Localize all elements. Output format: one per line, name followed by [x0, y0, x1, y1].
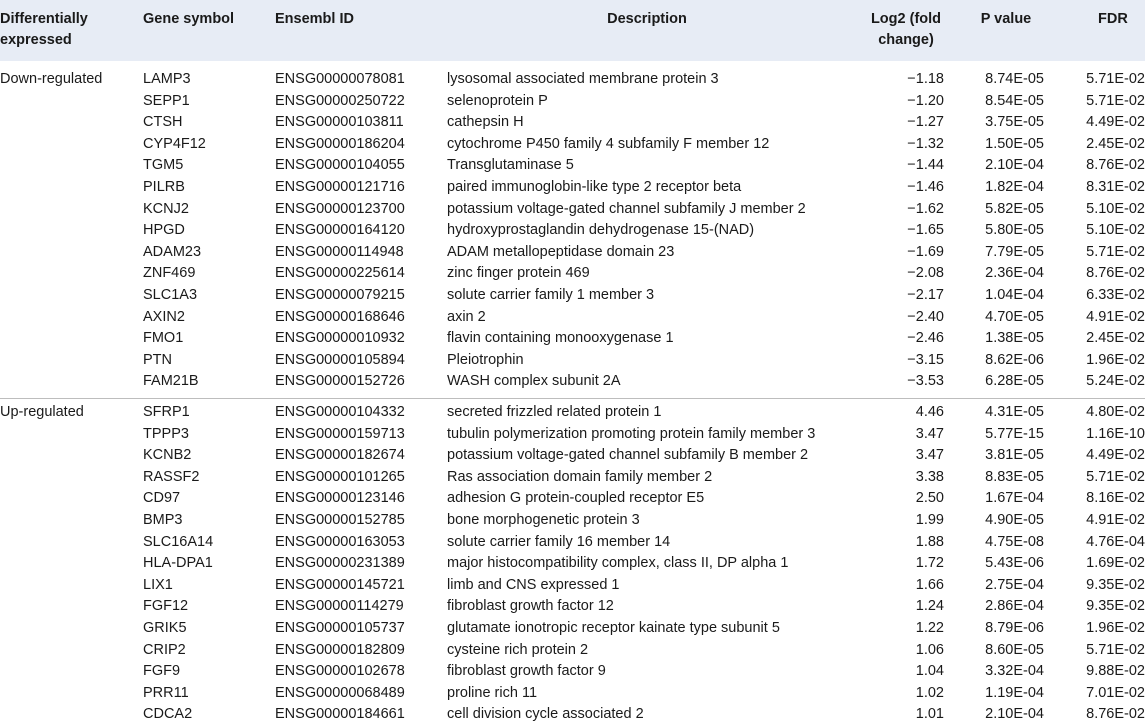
- group-label: Up-regulated: [0, 404, 84, 420]
- header-description: Description: [607, 11, 687, 27]
- gene-symbol-cell: SLC1A3: [143, 287, 198, 303]
- gene-symbol-cell: FGF12: [143, 598, 189, 615]
- table-row: [0, 350, 1145, 372]
- gene-symbol-cell: CYP4F12: [143, 135, 206, 152]
- description-cell: hydroxyprostaglandin dehydrogenase 15-(NAD): [447, 222, 755, 239]
- fdr-cell: 8.76E-02: [1086, 157, 1145, 174]
- log2-fold-change-cell: −1.18: [907, 71, 944, 87]
- group-divider: [0, 398, 1145, 399]
- fdr-cell: 2.45E-02: [1086, 135, 1145, 152]
- table-row: [0, 371, 1145, 393]
- description-cell: major histocompatibility complex, class II, DP alpha 1: [447, 555, 789, 572]
- ensembl-id-cell: ENSG00000105894: [275, 351, 405, 368]
- p-value-cell: 8.79E-06: [985, 620, 1044, 636]
- gene-symbol-cell: KCNB2: [143, 447, 192, 464]
- gene-symbol-cell: RASSF2: [143, 468, 200, 485]
- description-cell: Pleiotrophin: [447, 351, 524, 368]
- table-row: [0, 424, 1145, 446]
- p-value-cell: 2.10E-04: [985, 157, 1044, 174]
- p-value-cell: 8.74E-05: [985, 71, 1044, 87]
- p-value-cell: 3.75E-05: [985, 114, 1044, 131]
- p-value-cell: 5.43E-06: [985, 555, 1044, 572]
- fdr-cell: 5.10E-02: [1086, 200, 1145, 217]
- ensembl-id-cell: ENSG00000114948: [275, 243, 404, 260]
- fdr-cell: 5.71E-02: [1086, 641, 1145, 658]
- header-ensembl-id: Ensembl ID: [275, 11, 354, 27]
- fdr-cell: 9.88E-02: [1086, 663, 1145, 680]
- gene-symbol-cell: PRR11: [143, 684, 189, 701]
- gene-symbol-cell: ZNF469: [143, 265, 196, 282]
- table-row: [0, 575, 1145, 597]
- fdr-cell: 9.35E-02: [1086, 576, 1145, 593]
- gene-symbol-cell: SEPP1: [143, 92, 190, 109]
- gene-symbol-cell: KCNJ2: [143, 200, 189, 217]
- ensembl-id-cell: ENSG00000101265: [275, 468, 405, 485]
- description-cell: limb and CNS expressed 1: [447, 576, 620, 593]
- fdr-cell: 1.96E-02: [1086, 620, 1145, 636]
- description-cell: axin 2: [447, 308, 486, 325]
- gene-symbol-cell: TPPP3: [143, 425, 189, 442]
- fdr-cell: 5.71E-02: [1086, 243, 1145, 260]
- table-row: [0, 177, 1145, 199]
- ensembl-id-cell: ENSG00000105737: [275, 620, 405, 636]
- fdr-cell: 9.35E-02: [1086, 598, 1145, 615]
- description-cell: adhesion G protein-coupled receptor E5: [447, 490, 705, 507]
- ensembl-id-cell: ENSG00000184661: [275, 706, 405, 723]
- log2-fold-change-cell: −1.46: [907, 179, 944, 195]
- log2-fold-change-cell: −2.17: [907, 287, 944, 303]
- p-value-cell: 3.81E-05: [985, 447, 1044, 464]
- log2-fold-change-cell: −1.32: [907, 135, 944, 152]
- fdr-cell: 8.76E-02: [1086, 265, 1145, 282]
- p-value-cell: 4.70E-05: [985, 308, 1044, 325]
- p-value-cell: 1.04E-04: [985, 287, 1044, 303]
- ensembl-id-cell: ENSG00000250722: [275, 92, 405, 109]
- fdr-cell: 4.91E-02: [1086, 512, 1145, 528]
- log2-fold-change-cell: −1.27: [907, 114, 944, 131]
- gene-symbol-cell: BMP3: [143, 512, 183, 528]
- ensembl-id-cell: ENSG00000168646: [275, 308, 405, 325]
- table-row: [0, 532, 1145, 554]
- p-value-cell: 5.77E-15: [985, 425, 1044, 442]
- table-row: [0, 683, 1145, 705]
- fdr-cell: 8.16E-02: [1086, 490, 1145, 507]
- description-cell: cell division cycle associated 2: [447, 706, 644, 723]
- table-row: [0, 488, 1145, 510]
- log2-fold-change-cell: 3.47: [915, 447, 944, 464]
- description-cell: solute carrier family 16 member 14: [447, 533, 671, 550]
- ensembl-id-cell: ENSG00000159713: [275, 425, 405, 442]
- table-row: [0, 91, 1145, 113]
- fdr-cell: 4.80E-02: [1086, 404, 1145, 420]
- ensembl-id-cell: ENSG00000152785: [275, 512, 405, 528]
- p-value-cell: 2.36E-04: [985, 265, 1044, 282]
- fdr-cell: 4.49E-02: [1086, 447, 1145, 464]
- log2-fold-change-cell: 1.72: [915, 555, 944, 572]
- ensembl-id-cell: ENSG00000186204: [275, 135, 405, 152]
- gene-symbol-cell: PILRB: [143, 179, 185, 195]
- gene-symbol-cell: CRIP2: [143, 641, 186, 658]
- header-log2-fold-change: Log2 (fold change): [870, 11, 942, 48]
- p-value-cell: 8.62E-06: [985, 351, 1044, 368]
- p-value-cell: 8.54E-05: [985, 92, 1044, 109]
- gene-symbol-cell: SFRP1: [143, 404, 190, 420]
- gene-symbol-cell: CDCA2: [143, 706, 193, 723]
- log2-fold-change-cell: 3.47: [915, 425, 944, 442]
- fdr-cell: 5.71E-02: [1086, 92, 1145, 109]
- log2-fold-change-cell: −1.65: [907, 222, 944, 239]
- p-value-cell: 4.90E-05: [985, 512, 1044, 528]
- table-row: [0, 467, 1145, 489]
- p-value-cell: 8.60E-05: [985, 641, 1044, 658]
- description-cell: secreted frizzled related protein 1: [447, 404, 662, 420]
- header-differentially-expressed: Differentially expressed: [0, 11, 88, 48]
- fdr-cell: 1.16E-10: [1086, 425, 1145, 442]
- description-cell: fibroblast growth factor 9: [447, 663, 606, 680]
- log2-fold-change-cell: 4.46: [915, 404, 944, 420]
- log2-fold-change-cell: −2.40: [907, 308, 944, 325]
- fdr-cell: 4.91E-02: [1086, 308, 1145, 325]
- ensembl-id-cell: ENSG00000078081: [275, 71, 405, 87]
- log2-fold-change-cell: −1.62: [907, 200, 944, 217]
- ensembl-id-cell: ENSG00000123146: [275, 490, 405, 507]
- log2-fold-change-cell: −2.08: [907, 265, 944, 282]
- p-value-cell: 6.28E-05: [985, 373, 1044, 390]
- log2-fold-change-cell: 1.99: [915, 512, 944, 528]
- log2-fold-change-cell: 1.24: [915, 598, 944, 615]
- header-p-value: P value: [980, 11, 1032, 27]
- table-row: [0, 445, 1145, 467]
- log2-fold-change-cell: 2.50: [915, 490, 944, 507]
- log2-fold-change-cell: 1.66: [915, 576, 944, 593]
- ensembl-id-cell: ENSG00000114279: [275, 598, 404, 615]
- fdr-cell: 8.76E-02: [1086, 706, 1145, 723]
- ensembl-id-cell: ENSG00000164120: [275, 222, 405, 239]
- fdr-cell: 1.96E-02: [1086, 351, 1145, 368]
- fdr-cell: 8.31E-02: [1086, 179, 1145, 195]
- log2-fold-change-cell: 1.06: [915, 641, 944, 658]
- gene-symbol-cell: CTSH: [143, 114, 183, 131]
- description-cell: proline rich 11: [447, 684, 538, 701]
- description-cell: ADAM metallopeptidase domain 23: [447, 243, 675, 260]
- log2-fold-change-cell: 1.02: [915, 684, 944, 701]
- description-cell: bone morphogenetic protein 3: [447, 512, 640, 528]
- table-row: [0, 328, 1145, 350]
- p-value-cell: 5.80E-05: [985, 222, 1044, 239]
- p-value-cell: 4.75E-08: [985, 533, 1044, 550]
- p-value-cell: 7.79E-05: [985, 243, 1044, 260]
- fdr-cell: 5.71E-02: [1086, 71, 1145, 87]
- table-row: [0, 69, 1145, 91]
- log2-fold-change-cell: −3.53: [907, 373, 944, 390]
- fdr-cell: 7.01E-02: [1086, 684, 1145, 701]
- p-value-cell: 1.19E-04: [985, 684, 1044, 701]
- description-cell: Transglutaminase 5: [447, 157, 574, 174]
- description-cell: zinc finger protein 469: [447, 265, 590, 282]
- gene-symbol-cell: LIX1: [143, 576, 173, 593]
- log2-fold-change-cell: 1.04: [915, 663, 944, 680]
- description-cell: Ras association domain family member 2: [447, 468, 713, 485]
- fdr-cell: 5.71E-02: [1086, 468, 1145, 485]
- table-row: [0, 553, 1145, 575]
- log2-fold-change-cell: −1.20: [907, 92, 944, 109]
- log2-fold-change-cell: 3.38: [915, 468, 944, 485]
- ensembl-id-cell: ENSG00000102678: [275, 663, 405, 680]
- table-row: [0, 263, 1145, 285]
- description-cell: solute carrier family 1 member 3: [447, 287, 655, 303]
- description-cell: lysosomal associated membrane protein 3: [447, 71, 719, 87]
- ensembl-id-cell: ENSG00000068489: [275, 684, 405, 701]
- ensembl-id-cell: ENSG00000182809: [275, 641, 405, 658]
- p-value-cell: 1.38E-05: [985, 330, 1044, 347]
- ensembl-id-cell: ENSG00000163053: [275, 533, 405, 550]
- table-row: [0, 661, 1145, 683]
- description-cell: paired immunoglobin-like type 2 receptor beta: [447, 179, 742, 195]
- log2-fold-change-cell: 1.01: [915, 706, 944, 723]
- ensembl-id-cell: ENSG00000225614: [275, 265, 405, 282]
- p-value-cell: 1.82E-04: [985, 179, 1044, 195]
- gene-symbol-cell: FGF9: [143, 663, 181, 680]
- gene-symbol-cell: SLC16A14: [143, 533, 214, 550]
- log2-fold-change-cell: −3.15: [907, 351, 944, 368]
- table-row: [0, 112, 1145, 134]
- log2-fold-change-cell: −1.44: [907, 157, 944, 174]
- table-row: [0, 618, 1145, 640]
- table-header: [0, 0, 1145, 61]
- p-value-cell: 5.82E-05: [985, 200, 1044, 217]
- gene-symbol-cell: HLA-DPA1: [143, 555, 213, 572]
- gene-symbol-cell: AXIN2: [143, 308, 185, 325]
- gene-symbol-cell: HPGD: [143, 222, 185, 239]
- description-cell: flavin containing monooxygenase 1: [447, 330, 674, 347]
- description-cell: cysteine rich protein 2: [447, 641, 589, 658]
- log2-fold-change-cell: 1.88: [915, 533, 944, 550]
- description-cell: potassium voltage-gated channel subfamily B member 2: [447, 447, 809, 464]
- p-value-cell: 2.86E-04: [985, 598, 1044, 615]
- table-row: [0, 199, 1145, 221]
- gene-symbol-cell: FAM21B: [143, 373, 199, 390]
- p-value-cell: 8.83E-05: [985, 468, 1044, 485]
- table-row: [0, 307, 1145, 329]
- p-value-cell: 3.32E-04: [985, 663, 1044, 680]
- description-cell: WASH complex subunit 2A: [447, 373, 621, 390]
- p-value-cell: 2.75E-04: [985, 576, 1044, 593]
- ensembl-id-cell: ENSG00000231389: [275, 555, 405, 572]
- gene-symbol-cell: LAMP3: [143, 71, 191, 87]
- p-value-cell: 1.67E-04: [985, 490, 1044, 507]
- ensembl-id-cell: ENSG00000145721: [275, 576, 405, 593]
- fdr-cell: 4.49E-02: [1086, 114, 1145, 131]
- fdr-cell: 5.24E-02: [1086, 373, 1145, 390]
- gene-symbol-cell: ADAM23: [143, 243, 202, 260]
- description-cell: cytochrome P450 family 4 subfamily F member 12: [447, 135, 770, 152]
- description-cell: selenoprotein P: [447, 92, 548, 109]
- table-row: [0, 510, 1145, 532]
- table-row: [0, 285, 1145, 307]
- gene-symbol-cell: CD97: [143, 490, 181, 507]
- gene-symbol-cell: GRIK5: [143, 620, 187, 636]
- fdr-cell: 4.76E-04: [1086, 533, 1145, 550]
- description-cell: tubulin polymerization promoting protein family member 3: [447, 425, 816, 442]
- ensembl-id-cell: ENSG00000104332: [275, 404, 405, 420]
- gene-symbol-cell: PTN: [143, 351, 172, 368]
- table-row: [0, 134, 1145, 156]
- p-value-cell: 4.31E-05: [985, 404, 1044, 420]
- ensembl-id-cell: ENSG00000121716: [275, 179, 405, 195]
- table-row: [0, 402, 1145, 424]
- log2-fold-change-cell: −2.46: [907, 330, 944, 347]
- table-row: [0, 596, 1145, 618]
- ensembl-id-cell: ENSG00000103811: [275, 114, 404, 131]
- p-value-cell: 1.50E-05: [985, 135, 1044, 152]
- log2-fold-change-cell: −1.69: [907, 243, 944, 260]
- description-cell: fibroblast growth factor 12: [447, 598, 614, 615]
- description-cell: glutamate ionotropic receptor kainate type subunit 5: [447, 620, 780, 636]
- header-fdr: FDR: [1098, 11, 1128, 27]
- table-row: [0, 640, 1145, 662]
- gene-symbol-cell: FMO1: [143, 330, 184, 347]
- fdr-cell: 5.10E-02: [1086, 222, 1145, 239]
- table-row: [0, 242, 1145, 264]
- p-value-cell: 2.10E-04: [985, 706, 1044, 723]
- table-row: [0, 155, 1145, 177]
- ensembl-id-cell: ENSG00000104055: [275, 157, 405, 174]
- table-row: [0, 220, 1145, 242]
- description-cell: potassium voltage-gated channel subfamily J member 2: [447, 200, 806, 217]
- fdr-cell: 2.45E-02: [1086, 330, 1145, 347]
- gene-symbol-cell: TGM5: [143, 157, 184, 174]
- header-gene-symbol: Gene symbol: [143, 11, 235, 27]
- fdr-cell: 6.33E-02: [1086, 287, 1145, 303]
- log2-fold-change-cell: 1.22: [915, 620, 944, 636]
- group-label: Down-regulated: [0, 71, 103, 87]
- description-cell: cathepsin H: [447, 114, 524, 131]
- ensembl-id-cell: ENSG00000152726: [275, 373, 405, 390]
- ensembl-id-cell: ENSG00000010932: [275, 330, 405, 347]
- ensembl-id-cell: ENSG00000182674: [275, 447, 405, 464]
- ensembl-id-cell: ENSG00000079215: [275, 287, 405, 303]
- fdr-cell: 1.69E-02: [1086, 555, 1145, 572]
- ensembl-id-cell: ENSG00000123700: [275, 200, 405, 217]
